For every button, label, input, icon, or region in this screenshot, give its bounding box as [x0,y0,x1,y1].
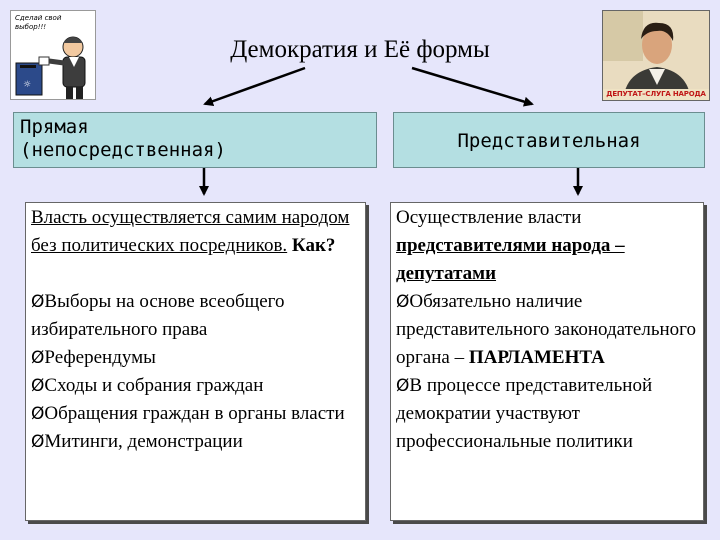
bullet-arrow-icon: Ø [31,292,45,312]
direct-question: Как? [287,235,336,256]
list-item: ØОбязательно наличие представительного законодательного органа – ПАРЛАМЕНТА [396,291,696,368]
bullet-arrow-icon: Ø [31,348,45,368]
parliament-emphasis: ПАРЛАМЕНТА [468,347,605,368]
bullet-arrow-icon: Ø [31,404,45,424]
representatives-emphasis: представителями народа – депутатами [396,235,625,284]
bullet-arrow-icon: Ø [31,432,45,452]
representative-democracy-description [390,202,704,521]
poster-caption: ДЕПУТАТ–СЛУГА НАРОДА [606,90,706,98]
arrow-to-direct [205,68,305,104]
spacer [31,260,365,288]
representative-intro: Осуществление власти представителями народа – депутатами [396,207,625,284]
list-item: ØСходы и собрания граждан [31,375,264,396]
illustration-caption: Сделай свой выбор!!! [15,14,62,31]
list-item: ØОбращения граждан в органы власти [31,403,345,424]
list-item: ØВыборы на основе всеобщего избирательного права [31,291,285,340]
bullet-arrow-icon: Ø [396,292,410,312]
direct-democracy-header [13,112,377,168]
direct-intro [31,204,365,260]
direct-democracy-description [25,202,366,521]
list-item: ØМитинги, демонстрации [31,431,243,452]
svg-text:☼: ☼ [23,80,32,90]
list-item: ØРеферендумы [31,347,156,368]
direct-intro-text: Власть осуществляется самим народом без политических посредников. [31,207,350,256]
bullet-arrow-icon: Ø [31,376,45,396]
list-item: ØВ процессе представительной демократии участвуют профессиональные политики [396,375,653,452]
direct-header-line1: Прямая [20,116,89,138]
page-title: Демократия и Её формы [230,36,490,63]
representative-democracy-header: Представительная [393,112,705,168]
direct-header-line2: (непосредственная) [20,139,226,161]
bullet-arrow-icon: Ø [396,376,410,396]
arrow-to-representative [412,68,532,104]
